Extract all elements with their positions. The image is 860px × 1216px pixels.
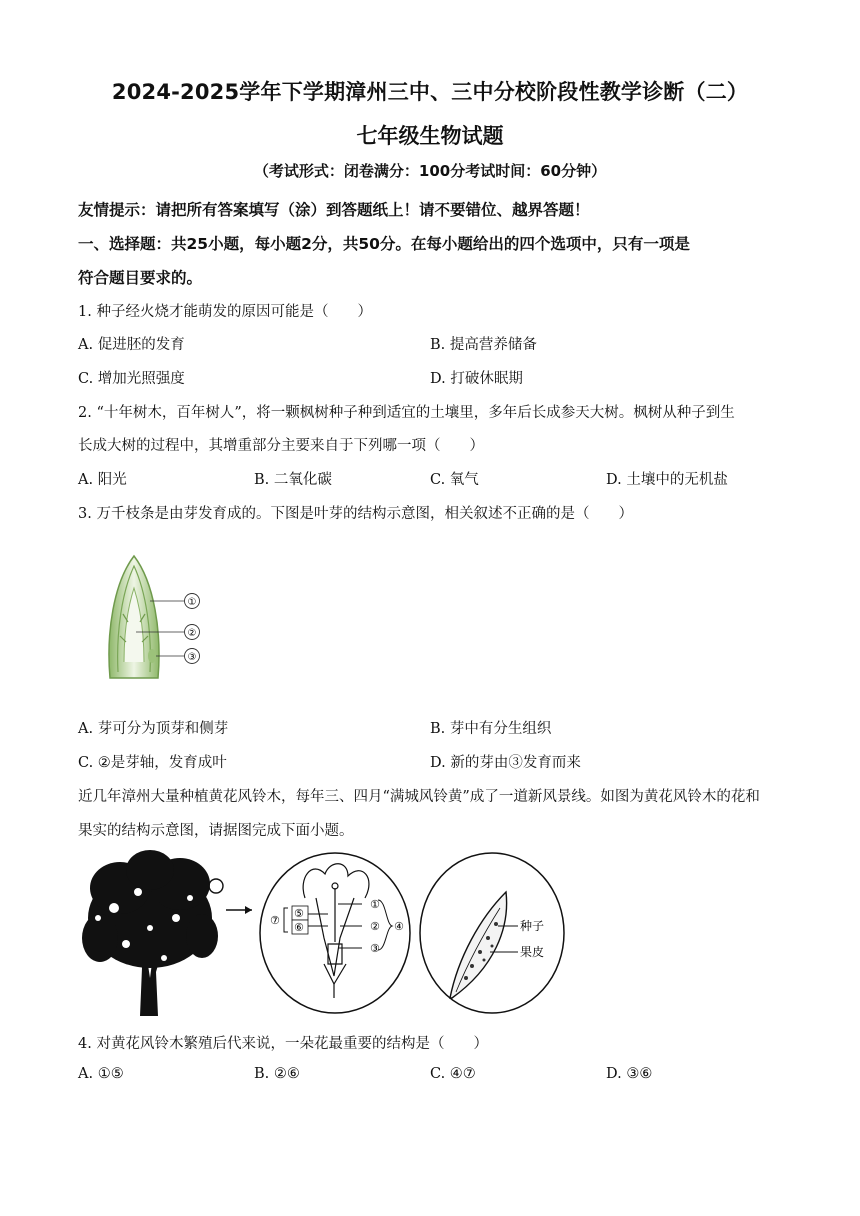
question-2-stem-cont: 长成大树的过程中，其增重部分主要来自于下列哪一项（ ） bbox=[78, 438, 484, 454]
q2-option-a: A. 阳光 bbox=[78, 472, 127, 488]
leaf-bud-diagram bbox=[104, 552, 214, 684]
section-heading: 一、选择题：共25小题，每小题2分，共50分。在每小题给出的四个选项中，只有一项是 bbox=[78, 235, 690, 253]
q1-option-b: B. 提高营养储备 bbox=[430, 337, 537, 353]
notice: 友情提示：请把所有答案填写（涂）到答题纸上！请不要错位、越界答题！ bbox=[78, 201, 590, 219]
q2-option-c: C. 氧气 bbox=[430, 472, 479, 488]
exam-subtitle: 七年级生物试题 bbox=[356, 124, 504, 148]
flower-label-7: ⑦ bbox=[270, 914, 280, 927]
q2-option-b: B. 二氧化碳 bbox=[254, 472, 332, 488]
q4-option-d: D. ③⑥ bbox=[606, 1066, 653, 1082]
highlight-circle bbox=[209, 879, 223, 893]
flower-label-6: ⑥ bbox=[294, 921, 304, 934]
bud-label-1: ① bbox=[187, 597, 197, 608]
yellow-bell-tree-diagram bbox=[80, 848, 600, 1018]
exam-info: （考试形式：闭卷满分：100分考试时间：60分钟） bbox=[253, 162, 607, 180]
q1-option-c: C. 增加光照强度 bbox=[78, 371, 185, 387]
q4-option-a: A. ①⑤ bbox=[78, 1066, 124, 1082]
flower-label-5: ⑤ bbox=[294, 907, 304, 920]
q3-option-a: A. 芽可分为顶芽和侧芽 bbox=[78, 721, 229, 737]
section-heading-cont: 符合题目要求的。 bbox=[78, 269, 203, 287]
q1-option-a: A. 促进胚的发育 bbox=[78, 337, 185, 353]
fruit-label-seed: 种子 bbox=[520, 919, 545, 933]
q2-option-d: D. 土壤中的无机盐 bbox=[606, 472, 728, 488]
question-3-stem: 3. 万千枝条是由芽发育成的。下图是叶芽的结构示意图，相关叙述不正确的是（ ） bbox=[78, 506, 633, 522]
passage-text: 近几年漳州大量种植黄花风铃木，每年三、四月“满城风铃黄”成了一道新风景线。如图为黄花风铃木的花和 bbox=[78, 789, 760, 805]
bud-primordium bbox=[148, 649, 156, 663]
fruit-structure bbox=[450, 892, 518, 998]
q1-option-d: D. 打破休眠期 bbox=[430, 371, 523, 387]
tree-silhouette bbox=[82, 850, 218, 1016]
q4-option-c: C. ④⑦ bbox=[430, 1066, 476, 1082]
exam-title: 2024-2025学年下学期漳州三中、三中分校阶段性教学诊断（二） bbox=[111, 80, 749, 104]
flower-label-4: ④ bbox=[394, 920, 404, 933]
q3-option-b: B. 芽中有分生组织 bbox=[430, 721, 552, 737]
question-2-stem: 2. “十年树木，百年树人”，将一颗枫树种子种到适宜的土壤里，多年后长成参天大树。枫树从种子到生 bbox=[78, 405, 735, 421]
q3-option-c: C. ②是芽轴，发育成叶 bbox=[78, 755, 227, 771]
question-4-stem: 4. 对黄花风铃木繁殖后代来说，一朵花最重要的结构是（ ） bbox=[78, 1036, 488, 1052]
bud-label-3: ③ bbox=[187, 652, 197, 663]
q4-option-b: B. ②⑥ bbox=[254, 1066, 300, 1082]
fruit-label-pericarp: 果皮 bbox=[520, 945, 545, 959]
flower-label-2: ② bbox=[370, 920, 380, 933]
flower-structure bbox=[303, 864, 369, 998]
passage-text-cont: 果实的结构示意图，请据图完成下面小题。 bbox=[78, 823, 354, 839]
q3-option-d: D. 新的芽由③发育而来 bbox=[430, 755, 581, 771]
flower-label-1: ① bbox=[370, 898, 380, 911]
question-1-stem: 1. 种子经火烧才能萌发的原因可能是（ ） bbox=[78, 304, 372, 320]
bud-label-2: ② bbox=[187, 628, 197, 639]
flower-label-3: ③ bbox=[370, 942, 380, 955]
